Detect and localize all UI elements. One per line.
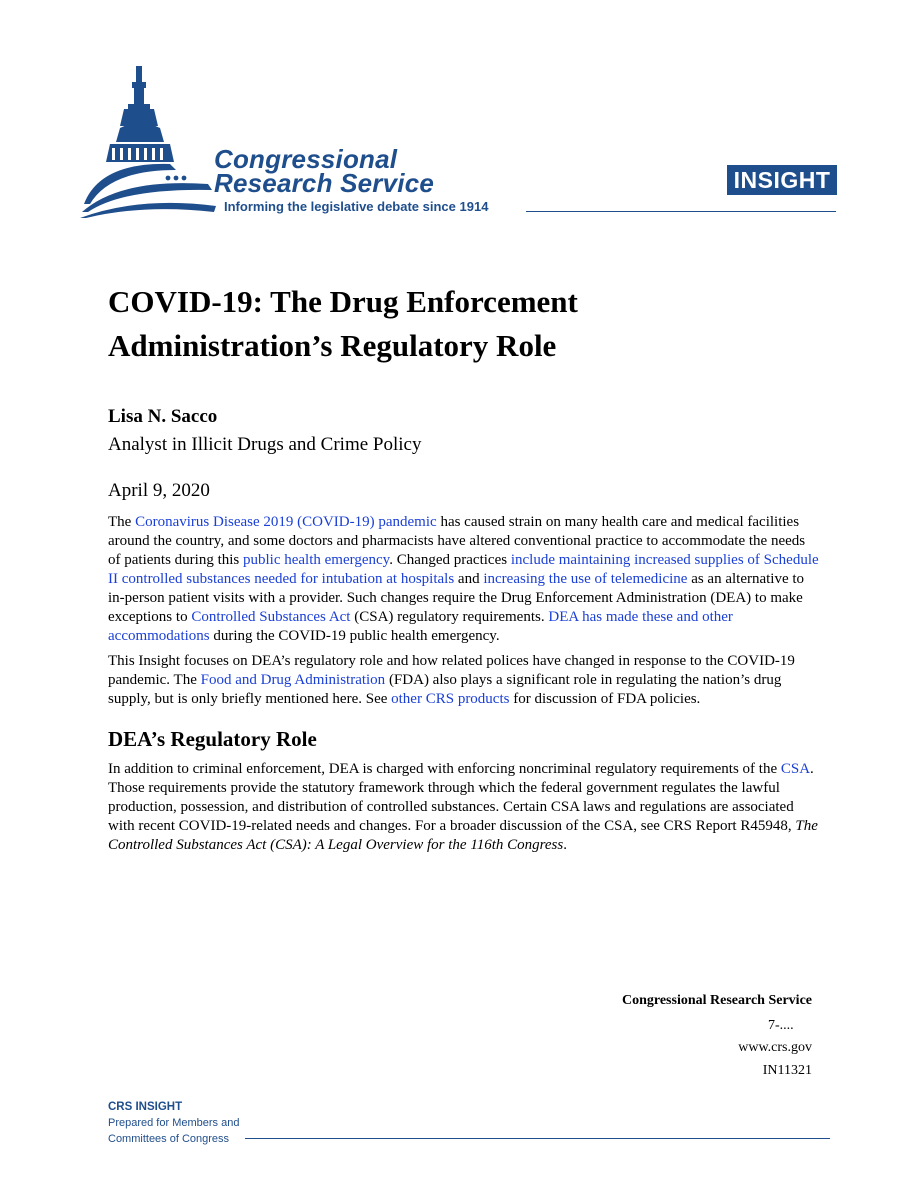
footer-org: Congressional Research Service (621, 993, 812, 1008)
publication-date: April 9, 2020 (108, 480, 210, 501)
footer-number: 7-.... (768, 1018, 794, 1033)
link-telemedicine[interactable]: increasing the use of telemedicine (483, 571, 688, 587)
footer-website: www.crs.gov (738, 1040, 812, 1055)
footer-report-id: IN11321 (762, 1063, 812, 1078)
crs-logo (80, 66, 540, 218)
text-run: (CSA) regulatory requirements. (350, 609, 549, 625)
footer-rule (245, 1138, 830, 1139)
document-title: COVID-19: The Drug Enforcement Administration’s Regulatory Role (108, 284, 578, 363)
logo-tagline: Informing the legislative debate since 1914 (224, 199, 489, 214)
text-run: . Those requirements provide the statutory framework through which the federal government regulates the lawful production, possession, and distribution of controlled substances. Certain CSA laws and regulations are associated with recent COVID-19-related needs and changes. For a broader discussion of the CSA, see CRS Report R45948, (108, 761, 814, 834)
link-dea-accommodations[interactable]: DEA has made these and other accommodations (108, 609, 733, 644)
link-public-health-emergency[interactable]: public health emergency (243, 552, 390, 568)
crs-insight-label-title: CRS INSIGHT (108, 1101, 183, 1113)
logo-line-research-service: Research Service (214, 168, 435, 198)
link-controlled-substances-act[interactable]: Controlled Substances Act (191, 609, 351, 625)
header-rule (526, 211, 836, 212)
text-run: . Changed practices (389, 552, 511, 568)
text-run: . (563, 837, 567, 853)
text-run: as an alternative to in-person patient visits with a provider. Such changes require the Drug Enforcement Administration (DEA) to make exceptions to (108, 571, 805, 625)
paragraph-focus (108, 652, 820, 709)
text-run: for discussion of FDA policies. (509, 691, 701, 707)
report-title: The Controlled Substances Act (CSA): A Legal Overview for the 116th Congress (108, 818, 818, 853)
text-run: and (454, 571, 484, 587)
text-run: In addition to criminal enforcement, DEA is charged with enforcing noncriminal regulatory requirements of the (108, 761, 781, 777)
link-other-crs-products[interactable]: other CRS products (391, 691, 510, 707)
link-schedule-ii-supplies[interactable]: include maintaining increased supplies of Schedule II controlled substances needed for intubation at hospitals (108, 552, 819, 587)
author-role: Analyst in Illicit Drugs and Crime Policy (108, 434, 422, 455)
text-run: (FDA) also plays a significant role in regulating the nation’s drug supply, but is only briefly mentioned here. See (108, 672, 782, 707)
paragraph-intro (108, 513, 820, 646)
text-run: during the COVID-19 public health emergency. (209, 628, 500, 644)
capitol-dome-icon (80, 66, 220, 218)
link-fda[interactable]: Food and Drug Administration (200, 672, 386, 688)
paragraph-regulatory-role (108, 760, 820, 855)
logo-line-congressional: Congressional (214, 144, 398, 174)
document-body (108, 513, 820, 861)
link-covid-pandemic[interactable]: Coronavirus Disease 2019 (COVID-19) pandemic (135, 514, 437, 530)
author-name: Lisa N. Sacco (108, 406, 218, 427)
text-run: has caused strain on many health care and medical facilities around the country, and some doctors and pharmacists have altered conventional practice to accommodate the needs of patients during this (108, 514, 806, 568)
crs-insight-label-line3: Committees of Congress (108, 1133, 230, 1145)
text-run: The (108, 514, 136, 530)
text-run: This Insight focuses on DEA’s regulatory role and how related polices have changed in response to the COVID-19 pandemic. The (108, 653, 795, 688)
crs-insight-label-line2: Prepared for Members and (108, 1117, 240, 1129)
crs-insight-label (108, 1099, 239, 1147)
section-heading: DEA’s Regulatory Role (108, 727, 317, 751)
insight-badge: INSIGHT (727, 165, 837, 195)
link-csa[interactable]: CSA (780, 761, 811, 777)
